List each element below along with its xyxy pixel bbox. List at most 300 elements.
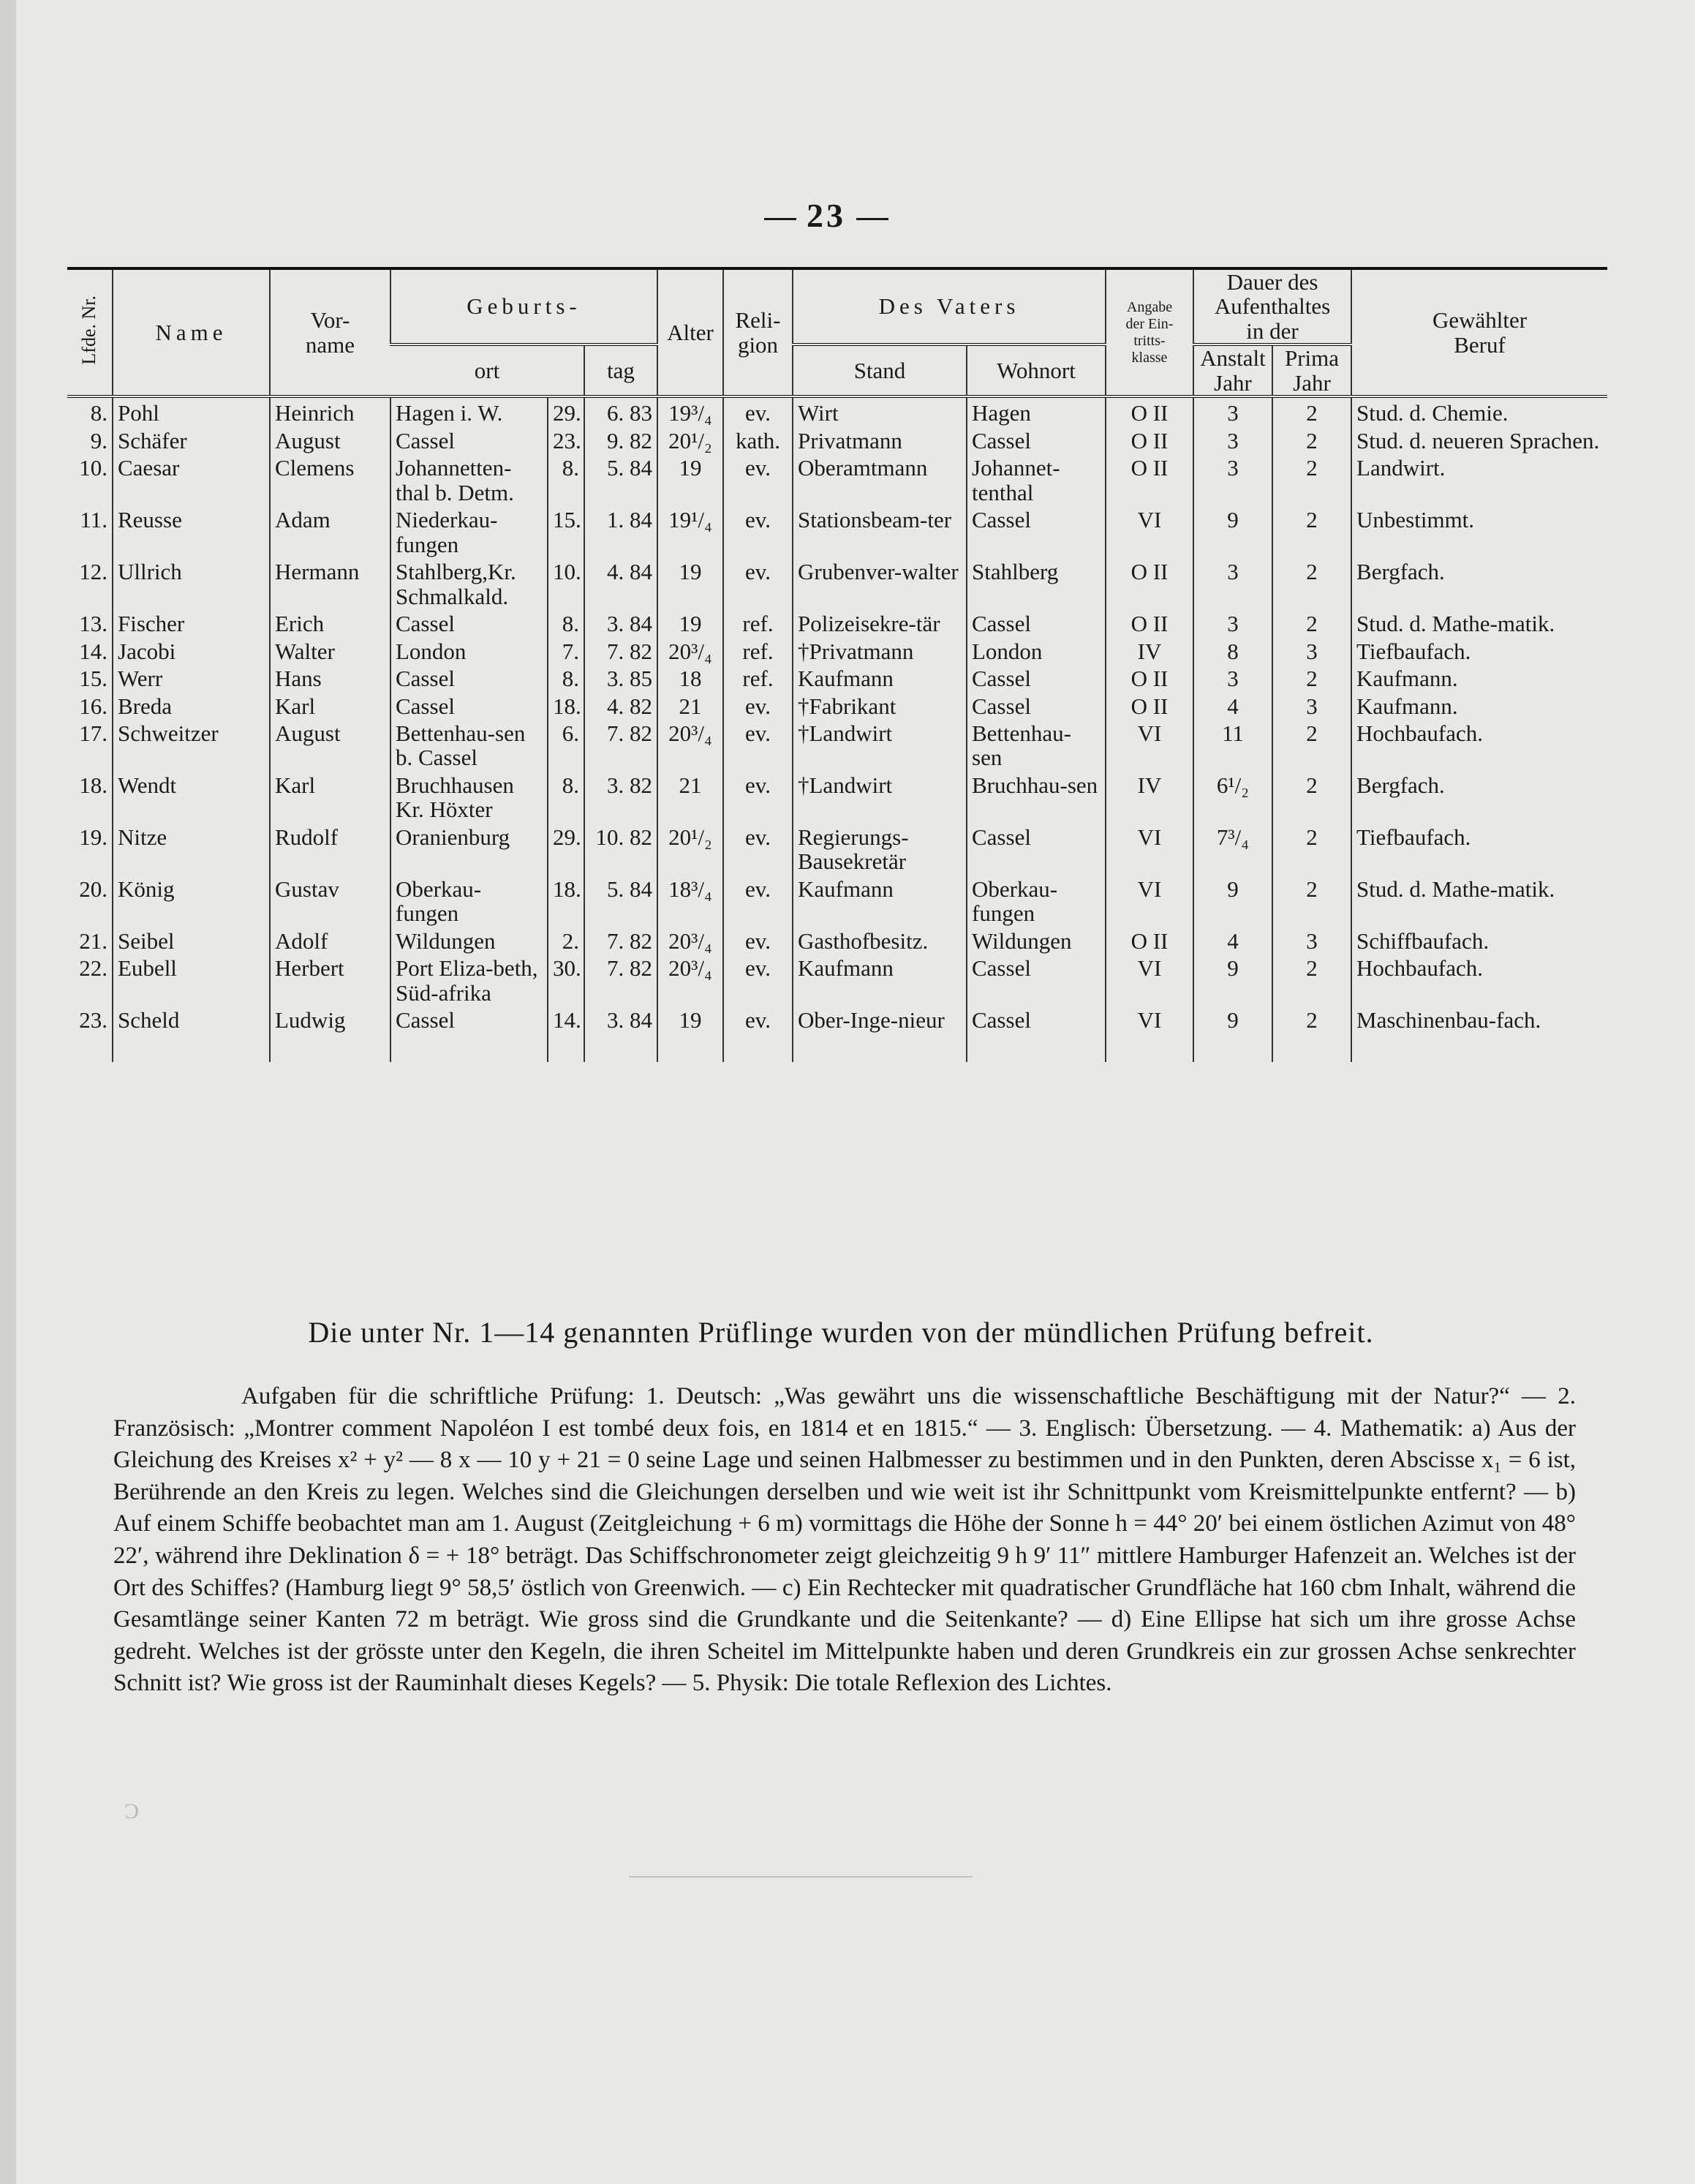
row-number-cell: 9. — [90, 427, 107, 453]
birth-month-year-cell: 3. 84 — [584, 609, 657, 636]
father-occupation-cell: Kaufmann — [793, 663, 967, 690]
chosen-profession-cell: Stud. d. Mathe-matik. — [1351, 874, 1607, 926]
table-row — [67, 1005, 1607, 1032]
table-trailing-space — [67, 1033, 1607, 1062]
birth-day-cell: 2. — [548, 926, 584, 953]
student-name-cell: Werr — [113, 663, 270, 690]
entry-class-cell: VI — [1106, 505, 1193, 557]
table-row — [67, 926, 1607, 953]
exam-tasks-text: Aufgaben für die schriftliche Prüfung: 1. Deutsch: „Was gewährt uns die wissenschaftliche Beschäftigung mit der Natur?“ — 2. Französisch: „Montrer comment Napoléon I est tombé deux fois, en 1814 et en 1815.“ — 3. Englisch: Übersetzung. — 4. Mathematik: a) Aus der Gleichung des Kreises x² + y² — 8 x — 10 y + 21 = 0 seine Lage und seinen Halbmesser zu bestimmen und in den Punkten, deren Abscisse x₁ = 6 ist, Berührende an den Kreis zu legen. Welches sind die Gleichungen derselben und wie weit ist ihr Schnittpunkt vom Kreismittelpunkte entfernt? — b) Auf einem Schiffe beobachtet man am 1. August (Zeitgleichung + 6 m) vormittags die Höhe der Sonne h = 44° 20′ bei einem östlichen Azimut von 48° 22′, während ihre Deklination δ = + 18° beträgt. Das Schiffschronometer zeigt gleichzeitig 9 h 9′ 11″ mittlere Hamburger Hafenzeit an. Welches ist der Ort des Schiffes? (Hamburg liegt 9° 58,5′ östlich von Greenwich. — c) Ein Rechtecker mit quadratischer Grundfläche hat 160 cbm Inhalt, während die Gesamtlänge seiner Kanten 72 m beträgt. Wie gross sind die Grundkante und die Seitenkante? — d) Eine Ellipse hat sich um ihre grosse Achse gedreht. Welches ist der grösste unter den Kegeln, die ihren Scheitel im Mittelpunkte haben und deren Grundkreis ein zur grossen Achse senkrechter Schnitt ist? Wie gross ist der Rauminhalt dieses Kegels? — 5. Physik: Die totale Reflexion des Lichtes. — [113, 1383, 1576, 1697]
chosen-profession-cell: Kaufmann. — [1351, 663, 1607, 690]
page-number — [717, 196, 936, 235]
age-cell: 19 — [657, 453, 723, 505]
page-number-value: 23 — [807, 197, 846, 234]
birth-day-cell: 14. — [548, 1005, 584, 1032]
birth-day-cell: 18. — [548, 691, 584, 718]
table-row — [67, 874, 1607, 926]
header-des-vaters: Des Vaters — [793, 268, 1106, 344]
father-residence-cell: Cassel — [967, 426, 1106, 453]
years-at-school-cell: 7³/₄ — [1193, 822, 1272, 874]
father-occupation-cell: †Fabrikant — [793, 691, 967, 718]
entry-class-cell: O II — [1106, 396, 1193, 425]
birth-place-cell: Johannetten-thal b. Detm. — [390, 453, 548, 505]
row-number-cell: 12. — [79, 559, 107, 585]
bleed-through-rule — [629, 1876, 973, 1878]
row-number-cell: 16. — [79, 693, 107, 719]
religion-cell: ev. — [723, 953, 793, 1005]
exam-tasks-paragraph — [113, 1381, 1576, 1700]
birth-day-cell: 8. — [548, 609, 584, 636]
father-residence-cell: Wildungen — [967, 926, 1106, 953]
bleed-through-text: Ɔ — [124, 1799, 140, 1823]
birth-place-cell: Oranienburg — [390, 822, 548, 874]
father-occupation-cell: Polizeisekre-tär — [793, 609, 967, 636]
row-number-trailing — [67, 1033, 113, 1062]
student-vorname-cell: Ludwig — [270, 1005, 390, 1032]
birth-month-year-cell: 9. 82 — [584, 426, 657, 453]
chosen-profession-cell: Bergfach. — [1351, 770, 1607, 822]
table-row — [67, 453, 1607, 505]
father-occupation-cell: Wirt — [793, 396, 967, 425]
entry-class-cell: VI — [1106, 1005, 1193, 1032]
years-at-school-cell: 11 — [1193, 718, 1272, 770]
father-residence-cell: Bettenhau-sen — [967, 718, 1106, 770]
years-in-prima-cell: 3 — [1272, 636, 1351, 663]
header-lfde-nr-label: Lfde. Nr. — [78, 295, 100, 365]
religion-cell: ev. — [723, 874, 793, 926]
header-anstalt-unit: Jahr — [1214, 369, 1252, 396]
header-geburts-tag: tag — [584, 344, 657, 396]
student-vorname-cell: Rudolf — [270, 822, 390, 874]
age-cell: 19³/₄ — [657, 396, 723, 425]
father-residence-cell: Johannet-tenthal — [967, 453, 1106, 505]
dash-left — [764, 218, 796, 220]
religion-cell: ev. — [723, 557, 793, 609]
chosen-profession-cell: Tiefbaufach. — [1351, 636, 1607, 663]
father-occupation-cell: Stationsbeam-ter — [793, 505, 967, 557]
header-dauer-line2: Aufenthaltes — [1214, 293, 1331, 320]
years-at-school-trailing — [1193, 1033, 1272, 1062]
chosen-profession-cell: Tiefbaufach. — [1351, 822, 1607, 874]
birth-day-cell: 18. — [548, 874, 584, 926]
father-occupation-cell: Kaufmann — [793, 953, 967, 1005]
birth-month-year-cell: 4. 84 — [584, 557, 657, 609]
row-number-cell: 19. — [79, 824, 107, 850]
birth-month-year-cell: 5. 84 — [584, 874, 657, 926]
table-row — [67, 691, 1607, 718]
header-vorname-line2: name — [305, 331, 355, 358]
entry-class-cell: O II — [1106, 557, 1193, 609]
row-number-cell: 13. — [79, 611, 107, 637]
chosen-profession-cell: Stud. d. Chemie. — [1351, 396, 1607, 425]
student-name-cell: Wendt — [113, 770, 270, 822]
years-in-prima-cell: 3 — [1272, 691, 1351, 718]
years-at-school-cell: 9 — [1193, 874, 1272, 926]
chosen-profession-cell: Schiffbaufach. — [1351, 926, 1607, 953]
row-number-cell: 10. — [79, 455, 107, 481]
student-name-cell: Caesar — [113, 453, 270, 505]
student-vorname-cell: Clemens — [270, 453, 390, 505]
header-anstalt-label: Anstalt — [1200, 345, 1266, 372]
age-cell: 20³/₄ — [657, 718, 723, 770]
header-religion-line2: gion — [737, 331, 779, 358]
header-prima — [1272, 344, 1351, 396]
row-number-cell: 23. — [79, 1007, 107, 1033]
entry-class-cell: O II — [1106, 691, 1193, 718]
age-cell: 21 — [657, 691, 723, 718]
row-number-cell: 21. — [79, 927, 107, 954]
entry-class-cell: O II — [1106, 609, 1193, 636]
header-prima-unit: Jahr — [1293, 369, 1331, 396]
table-body — [67, 396, 1607, 1061]
religion-cell: ev. — [723, 505, 793, 557]
student-name-cell: Fischer — [113, 609, 270, 636]
birth-place-cell: Cassel — [390, 663, 548, 690]
header-lfde-nr — [67, 268, 113, 396]
chosen-profession-cell: Stud. d. Mathe-matik. — [1351, 609, 1607, 636]
father-occupation-cell: Ober-Inge-nieur — [793, 1005, 967, 1032]
birth-day-trailing — [548, 1033, 584, 1062]
student-name-cell: Schweitzer — [113, 718, 270, 770]
table-row — [67, 609, 1607, 636]
religion-cell: ref. — [723, 663, 793, 690]
student-name-cell: Breda — [113, 691, 270, 718]
birth-month-year-cell: 3. 84 — [584, 1005, 657, 1032]
birth-month-year-cell: 6. 83 — [584, 396, 657, 425]
religion-cell: ref. — [723, 609, 793, 636]
religion-cell: ev. — [723, 822, 793, 874]
table-row — [67, 426, 1607, 453]
father-occupation-cell: Grubenver-walter — [793, 557, 967, 609]
father-residence-cell: Cassel — [967, 663, 1106, 690]
student-name-cell: König — [113, 874, 270, 926]
row-number-cell: 15. — [79, 666, 107, 692]
student-vorname-cell: Adam — [270, 505, 390, 557]
father-residence-cell: Oberkau-fungen — [967, 874, 1106, 926]
years-at-school-cell: 9 — [1193, 953, 1272, 1005]
entry-class-cell: O II — [1106, 426, 1193, 453]
table-row — [67, 822, 1607, 874]
page-binding-edge — [0, 0, 16, 2184]
row-number-cell: 17. — [79, 720, 107, 746]
birth-day-cell: 29. — [548, 396, 584, 425]
birth-month-year-cell: 1. 84 — [584, 505, 657, 557]
father-residence-cell: Cassel — [967, 691, 1106, 718]
birth-month-year-cell: 7. 82 — [584, 718, 657, 770]
age-cell: 20³/₄ — [657, 636, 723, 663]
entry-class-cell: O II — [1106, 453, 1193, 505]
age-cell: 18³/₄ — [657, 874, 723, 926]
birth-place-cell: Wildungen — [390, 926, 548, 953]
birth-place-cell: Bruchhausen Kr. Höxter — [390, 770, 548, 822]
chosen-profession-cell: Bergfach. — [1351, 557, 1607, 609]
father-residence-cell: Hagen — [967, 396, 1106, 425]
father-occupation-cell: Privatmann — [793, 426, 967, 453]
birth-month-year-cell: 3. 85 — [584, 663, 657, 690]
father-residence-cell: Stahlberg — [967, 557, 1106, 609]
years-in-prima-cell: 2 — [1272, 609, 1351, 636]
birth-month-year-cell: 7. 82 — [584, 953, 657, 1005]
father-residence-cell: Bruchhau-sen — [967, 770, 1106, 822]
years-at-school-cell: 3 — [1193, 453, 1272, 505]
birth-day-cell: 15. — [548, 505, 584, 557]
header-prima-label: Prima — [1284, 345, 1340, 372]
entry-class-trailing — [1106, 1033, 1193, 1062]
birth-month-year-cell: 7. 82 — [584, 636, 657, 663]
header-beruf — [1351, 268, 1607, 396]
header-angabe-line4: klasse — [1131, 349, 1168, 366]
chosen-profession-cell: Unbestimmt. — [1351, 505, 1607, 557]
student-vorname-cell: Herbert — [270, 953, 390, 1005]
student-vorname-cell: Gustav — [270, 874, 390, 926]
birth-day-cell: 8. — [548, 770, 584, 822]
student-name-cell: Ullrich — [113, 557, 270, 609]
years-at-school-cell: 3 — [1193, 557, 1272, 609]
entry-class-cell: VI — [1106, 718, 1193, 770]
birth-month-year-cell: 4. 82 — [584, 691, 657, 718]
header-dauer-line1: Dauer des — [1226, 269, 1318, 295]
student-vorname-cell: Erich — [270, 609, 390, 636]
row-number-cell: 8. — [90, 400, 107, 426]
header-geburts-ort: ort — [390, 344, 584, 396]
student-name-cell: Seibel — [113, 926, 270, 953]
table-row — [67, 396, 1607, 425]
header-anstalt — [1193, 344, 1272, 396]
years-at-school-cell: 6¹/₂ — [1193, 770, 1272, 822]
chosen-profession-cell: Hochbaufach. — [1351, 718, 1607, 770]
birth-month-year-cell: 10. 82 — [584, 822, 657, 874]
header-dauer-line3: in der — [1246, 317, 1299, 344]
birth-day-cell: 23. — [548, 426, 584, 453]
student-vorname-cell: August — [270, 426, 390, 453]
years-in-prima-cell: 2 — [1272, 953, 1351, 1005]
entry-class-cell: VI — [1106, 953, 1193, 1005]
father-occupation-cell: Kaufmann — [793, 874, 967, 926]
age-cell: 21 — [657, 770, 723, 822]
birth-day-cell: 6. — [548, 718, 584, 770]
father-occupation-cell: Oberamtmann — [793, 453, 967, 505]
table-row — [67, 718, 1607, 770]
birth-place-cell: Bettenhau-sen b. Cassel — [390, 718, 548, 770]
row-number-cell: 11. — [80, 507, 107, 533]
age-cell: 19 — [657, 1005, 723, 1032]
table-row — [67, 663, 1607, 690]
student-vorname-trailing — [270, 1033, 390, 1062]
father-occupation-cell: Gasthofbesitz. — [793, 926, 967, 953]
header-angabe-line2: der Ein- — [1125, 315, 1174, 332]
religion-cell: ev. — [723, 718, 793, 770]
years-at-school-cell: 3 — [1193, 426, 1272, 453]
years-at-school-cell: 9 — [1193, 1005, 1272, 1032]
header-angabe — [1106, 268, 1193, 396]
table-row — [67, 557, 1607, 609]
age-trailing — [657, 1033, 723, 1062]
years-at-school-cell: 3 — [1193, 609, 1272, 636]
header-angabe-line3: tritts- — [1133, 332, 1166, 349]
years-in-prima-cell: 2 — [1272, 663, 1351, 690]
student-name-cell: Schäfer — [113, 426, 270, 453]
entry-class-cell: VI — [1106, 874, 1193, 926]
table-row — [67, 953, 1607, 1005]
birth-month-year-cell: 5. 84 — [584, 453, 657, 505]
father-occupation-cell: †Landwirt — [793, 770, 967, 822]
student-vorname-cell: August — [270, 718, 390, 770]
age-cell: 19 — [657, 609, 723, 636]
age-cell: 18 — [657, 663, 723, 690]
years-in-prima-cell: 2 — [1272, 874, 1351, 926]
student-name-cell: Reusse — [113, 505, 270, 557]
chosen-profession-cell: Kaufmann. — [1351, 691, 1607, 718]
table-row — [67, 505, 1607, 557]
years-at-school-cell: 4 — [1193, 691, 1272, 718]
years-at-school-cell: 3 — [1193, 663, 1272, 690]
father-occupation-cell: Regierungs-Bausekretär — [793, 822, 967, 874]
religion-cell: ev. — [723, 926, 793, 953]
father-occupation-cell: †Privatmann — [793, 636, 967, 663]
header-vorname — [270, 268, 390, 396]
birth-day-cell: 30. — [548, 953, 584, 1005]
father-residence-cell: Cassel — [967, 505, 1106, 557]
birth-place-cell: Niederkau-fungen — [390, 505, 548, 557]
exemption-note: Die unter Nr. 1—14 genannten Prüflinge wurden von der mündlichen Prüfung befreit. — [308, 1316, 1374, 1349]
row-number-cell: 18. — [79, 772, 107, 798]
chosen-profession-cell: Landwirt. — [1351, 453, 1607, 505]
dash-right — [856, 218, 888, 220]
age-cell: 20³/₄ — [657, 926, 723, 953]
years-in-prima-cell: 2 — [1272, 453, 1351, 505]
age-cell: 19 — [657, 557, 723, 609]
row-number-cell: 22. — [79, 955, 107, 982]
years-in-prima-cell: 2 — [1272, 822, 1351, 874]
chosen-profession-cell: Hochbaufach. — [1351, 953, 1607, 1005]
father-occupation-trailing — [793, 1033, 967, 1062]
birth-place-cell: Cassel — [390, 691, 548, 718]
student-vorname-cell: Adolf — [270, 926, 390, 953]
student-name-trailing — [113, 1033, 270, 1062]
father-occupation-cell: †Landwirt — [793, 718, 967, 770]
birth-place-cell: Cassel — [390, 426, 548, 453]
years-in-prima-cell: 2 — [1272, 557, 1351, 609]
birth-place-trailing — [390, 1033, 548, 1062]
student-vorname-cell: Karl — [270, 691, 390, 718]
birth-month-year-trailing — [584, 1033, 657, 1062]
birth-place-cell: Cassel — [390, 609, 548, 636]
age-cell: 20¹/₂ — [657, 822, 723, 874]
student-name-cell: Eubell — [113, 953, 270, 1005]
birth-day-cell: 8. — [548, 453, 584, 505]
years-in-prima-cell: 2 — [1272, 426, 1351, 453]
student-vorname-cell: Heinrich — [270, 396, 390, 425]
birth-place-cell: Port Eliza-beth, Süd-afrika — [390, 953, 548, 1005]
header-name: Name — [113, 268, 270, 396]
years-in-prima-cell: 2 — [1272, 505, 1351, 557]
header-wohnort: Wohnort — [967, 344, 1106, 396]
table-row — [67, 636, 1607, 663]
birth-place-cell: Cassel — [390, 1005, 548, 1032]
header-beruf-line1: Gewählter — [1432, 307, 1528, 334]
chosen-profession-cell: Stud. d. neueren Sprachen. — [1351, 426, 1607, 453]
student-vorname-cell: Hans — [270, 663, 390, 690]
birth-day-cell: 8. — [548, 663, 584, 690]
religion-cell: ev. — [723, 396, 793, 425]
header-vorname-line1: Vor- — [310, 307, 350, 334]
graduates-register-table — [67, 267, 1607, 1062]
student-name-cell: Nitze — [113, 822, 270, 874]
father-residence-cell: Cassel — [967, 822, 1106, 874]
student-vorname-cell: Walter — [270, 636, 390, 663]
father-residence-cell: Cassel — [967, 609, 1106, 636]
header-alter: Alter — [657, 268, 723, 396]
birth-day-cell: 7. — [548, 636, 584, 663]
religion-cell: kath. — [723, 426, 793, 453]
birth-month-year-cell: 3. 82 — [584, 770, 657, 822]
years-at-school-cell: 4 — [1193, 926, 1272, 953]
header-beruf-line2: Beruf — [1454, 331, 1506, 358]
header-religion — [723, 268, 793, 396]
years-at-school-cell: 3 — [1193, 396, 1272, 425]
entry-class-cell: O II — [1106, 926, 1193, 953]
birth-day-cell: 29. — [548, 822, 584, 874]
student-name-cell: Jacobi — [113, 636, 270, 663]
entry-class-cell: VI — [1106, 822, 1193, 874]
age-cell: 20³/₄ — [657, 953, 723, 1005]
religion-cell: ref. — [723, 636, 793, 663]
birth-month-year-cell: 7. 82 — [584, 926, 657, 953]
birth-place-cell: Oberkau-fungen — [390, 874, 548, 926]
years-in-prima-cell: 2 — [1272, 718, 1351, 770]
chosen-profession-trailing — [1351, 1033, 1607, 1062]
entry-class-cell: IV — [1106, 770, 1193, 822]
years-in-prima-cell: 2 — [1272, 396, 1351, 425]
student-vorname-cell: Karl — [270, 770, 390, 822]
student-name-cell: Pohl — [113, 396, 270, 425]
age-cell: 20¹/₂ — [657, 426, 723, 453]
father-residence-cell: London — [967, 636, 1106, 663]
entry-class-cell: IV — [1106, 636, 1193, 663]
entry-class-cell: O II — [1106, 663, 1193, 690]
father-residence-trailing — [967, 1033, 1106, 1062]
header-religion-line1: Reli- — [735, 307, 781, 334]
years-in-prima-cell: 2 — [1272, 770, 1351, 822]
religion-cell: ev. — [723, 453, 793, 505]
age-cell: 19¹/₄ — [657, 505, 723, 557]
student-name-cell: Scheld — [113, 1005, 270, 1032]
birth-place-cell: London — [390, 636, 548, 663]
birth-place-cell: Stahlberg,Kr. Schmalkald. — [390, 557, 548, 609]
chosen-profession-cell: Maschinenbau-fach. — [1351, 1005, 1607, 1032]
religion-cell: ev. — [723, 1005, 793, 1032]
years-in-prima-trailing — [1272, 1033, 1351, 1062]
years-in-prima-cell: 2 — [1272, 1005, 1351, 1032]
student-vorname-cell: Hermann — [270, 557, 390, 609]
birth-day-cell: 10. — [548, 557, 584, 609]
birth-place-cell: Hagen i. W. — [390, 396, 548, 425]
religion-trailing — [723, 1033, 793, 1062]
header-angabe-line1: Angabe — [1126, 298, 1173, 315]
table-row — [67, 770, 1607, 822]
years-at-school-cell: 9 — [1193, 505, 1272, 557]
row-number-cell: 20. — [79, 876, 107, 902]
years-at-school-cell: 8 — [1193, 636, 1272, 663]
header-geburts: Geburts- — [390, 268, 657, 344]
father-residence-cell: Cassel — [967, 953, 1106, 1005]
years-in-prima-cell: 3 — [1272, 926, 1351, 953]
religion-cell: ev. — [723, 691, 793, 718]
row-number-cell: 14. — [79, 638, 107, 664]
header-stand: Stand — [793, 344, 967, 396]
header-dauer — [1193, 268, 1351, 344]
religion-cell: ev. — [723, 770, 793, 822]
